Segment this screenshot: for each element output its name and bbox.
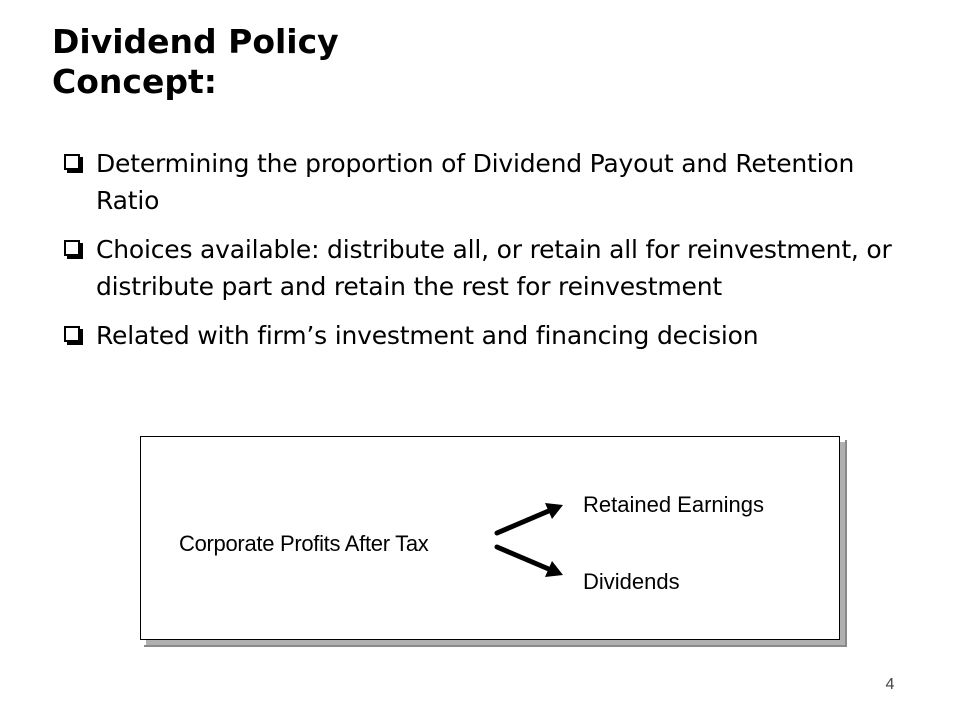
bullet-text: Determining the proportion of Dividend Payout and Retention Ratio — [96, 149, 855, 215]
corporate-profits-label: Corporate Profits After Tax — [179, 531, 429, 556]
bullet-item — [62, 145, 892, 219]
page-number: 4 — [885, 676, 895, 693]
arrow-to-dividends — [497, 547, 563, 577]
checkbox-bullet-icon — [64, 240, 80, 256]
bullet-list — [62, 145, 892, 366]
dividends-label: Dividends — [583, 569, 680, 594]
bullet-text: Choices available: distribute all, or retain all for reinvestment, or distribute part and retain the rest for reinvestment — [96, 235, 892, 301]
profit-allocation-diagram — [140, 436, 840, 640]
arrow-to-retained-earnings — [497, 503, 563, 533]
bullet-text: Related with firm’s investment and financing decision — [96, 321, 759, 350]
checkbox-bullet-icon — [64, 154, 80, 170]
slide-title — [52, 22, 752, 102]
checkbox-bullet-icon — [64, 326, 80, 342]
retained-earnings-label: Retained Earnings — [583, 492, 765, 517]
bullet-item — [62, 317, 892, 354]
bullet-item — [62, 231, 892, 305]
title-line-2: Concept: — [52, 62, 217, 101]
title-line-1: Dividend Policy — [52, 22, 339, 61]
